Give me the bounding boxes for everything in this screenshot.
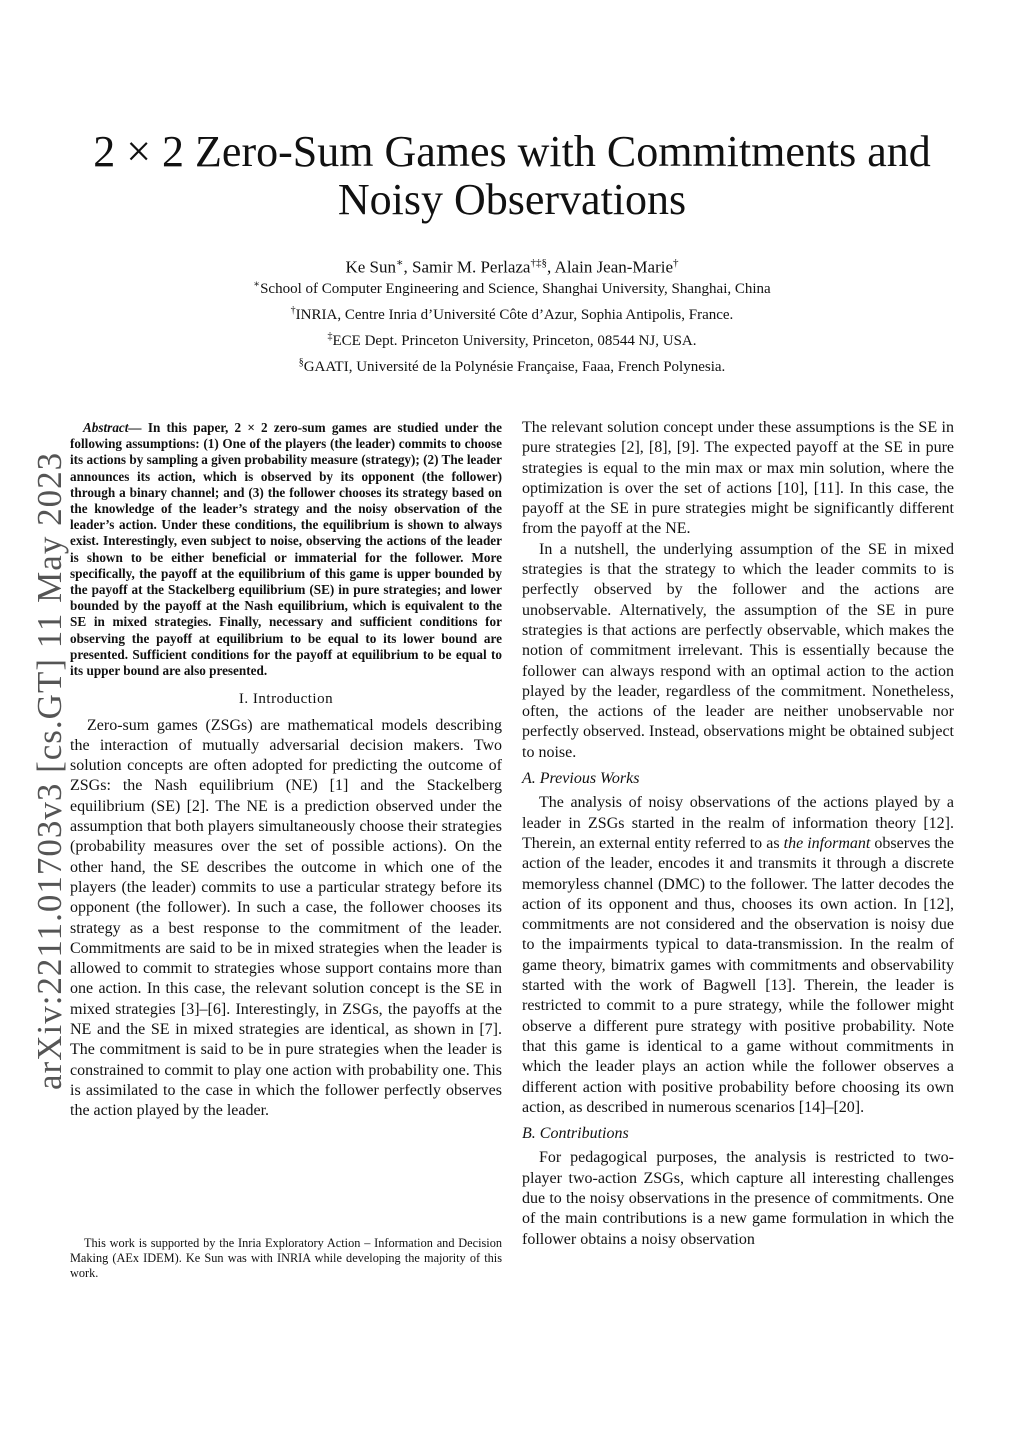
affiliation-mark: † [290,305,296,316]
author-mark: † [673,257,679,269]
affiliation-text: ECE Dept. Princeton University, Princeton, 08544 NJ, USA. [332,333,697,349]
title-line-1: 2 × 2 Zero-Sum Games with Commitments and [93,127,931,176]
affiliation-mark: § [298,357,304,368]
subsection-heading-contributions: B. Contributions [522,1125,629,1143]
affiliation-text: INRIA, Centre Inria d’Université Côte d’Azur, Sophia Antipolis, France. [295,307,734,323]
affiliation-mark: ∗ [253,279,261,290]
affiliation-text: GAATI, Université de la Polynésie Française, Faaa, French Polynesia. [303,359,726,375]
author-name: Ke Sun [345,257,396,277]
abstract [70,420,502,679]
paragraph-text: The analysis of noisy observations of the actions played by a leader in ZSGs started in the realm of information theory [12]. Therein, an external entity referred to as [522,794,954,852]
section-heading-introduction: I. Introduction [238,691,334,708]
paragraph: The relevant solution concept under these assumptions is the SE in pure strategies [2], [8], [9]. The expected payoff at the SE in pure strategies is equal to the min max or max min solution, where the optimization is over the set of actions [10], [11]. In this case, the payoff at the SE in pure strategies might be significantly different from the payoff at the NE. [522,419,954,538]
author-name: Alain Jean-Marie [554,257,674,277]
subsection-heading-previous-works: A. Previous Works [522,770,640,788]
paragraph: For pedagogical purposes, the analysis is restricted to two-player two-action ZSGs, which capture all interesting challenges due to the noisy observations in the presence of commitments. One of the main contributions is a new game formulation in which the follower obtains a noisy observation [522,1149,954,1248]
emphasis-text: the informant [783,834,871,852]
affiliation-text: School of Computer Engineering and Science, Shanghai University, Shanghai, China [260,281,771,297]
footnote: This work is supported by the Inria Exploratory Action – Information and Decision Making (AEx IDEM). Ke Sun was with INRIA while developing the majority of this work. [70,1236,502,1280]
paragraph: Zero-sum games (ZSGs) are mathematical models describing the interaction of mutually adversarial decision makers. Two solution concepts are often adopted for predicting the outcome of ZSGs: the Nash equilibrium (NE) [1] and the Stackelberg equilibrium (SE) [2]. The NE is a prediction observed under the assumption that both players simultaneously choose their strategies (probability measures over the set of possible actions). On the other hand, the SE describes the outcome in which one of the players (the leader) commits to use a particular strategy before its opponent (the follower). In such a case, the follower chooses its strategy as a best response to the commitment of the leader. Commitments are said to be in mixed strategies when the leader is allowed to commit to strategies whose support contains more than one action. In this case, the relevant solution concept is the SE in mixed strategies [3]–[6]. Interestingly, in ZSGs, the payoffs at the NE and the SE in mixed strategies are identical, as shown in [7]. The commitment is said to be in pure strategies when the leader is constrained to commit to play one action with probability one. This is assimilated to the case in which the follower perfectly observes the action played by the leader. [70,716,502,1120]
paragraph [522,793,954,1118]
affiliation [60,326,964,352]
affiliation-list [60,274,964,378]
affiliation [60,352,964,378]
affiliation [60,274,964,300]
paragraph-text: observes the action of the leader, encodes it and transmits it through a discrete memoryless channel (DMC) to the follower. The latter decodes the action of its opponent and thus, chooses its own action. In [12], commitments are not considered and the observation is noisy due to the impairments typical to data-transmission. In the realm of game theory, bimatrix games with commitments and observability started with the work of Bagwell [13]. Therein, the leader is restricted to commit to a pure strategy, while the follower might observe a different pure strategy with positive probability. Note that this game is identical to a game without commitments in which the leader plays an action while the follower observes a different action with positive probability before choosing its own action, as described in numerous scenarios [14]–[20]. [522,834,955,1116]
affiliation-mark: ‡ [327,331,333,342]
author-name: Samir M. Perlaza [411,257,531,277]
paper-title [60,128,964,224]
abstract-text: In this paper, 2 × 2 zero-sum games are studied under the following assumptions: (1) One of the players (the leader) commits to choose its actions by sampling a given probability measure (strategy); (2) The leader announces its action, which is observed by its opponent (the follower) through a binary channel; and (3) the follower chooses its strategy based on the knowledge of the leader’s strategy and the noisy observation of the leader’s action. Under these conditions, the equilibrium is shown to always exist. Interestingly, even subject to noise, observing the actions of the leader is shown to be either beneficial or immaterial for the follower. More specifically, the payoff at the equilibrium of this game is upper bounded by the payoff at the Stackelberg equilibrium (SE) in pure strategies; and lower bounded by the payoff at the Nash equilibrium, which is equivalent to the SE in mixed strategies. Finally, necessary and sufficient conditions for observing the payoff at equilibrium to be equal to its lower bound are presented. Sufficient conditions for the payoff at equilibrium to be equal to its upper bound are also presented. [70,420,502,679]
author-list: Ke Sun∗, Samir M. Perlaza†‡§, Alain Jean-Marie† [345,257,679,277]
paragraph: In a nutshell, the underlying assumption of the SE in mixed strategies is that the strategy to which the leader commits to is perfectly observed by the follower and the actions are unobservable. Alternatively, the assumption of the SE in pure strategies is that actions are perfectly observable, which makes the notion of commitment irrelevant. This is essentially because the follower can always respond with an optimal action to the action played by the leader, regardless of the commitment. Nonetheless, often, the actions of the leader are neither unobservable nor perfectly observed. Instead, observations might be obtained subject to noise. [522,540,954,761]
abstract-label: Abstract— [83,420,142,435]
affiliation [60,300,964,326]
author-mark: ∗ [396,257,404,269]
arxiv-identifier: arXiv:2211.01703v3 [cs.GT] 11 May 2023 [30,451,69,1090]
left-column [70,420,502,1121]
right-column [522,418,954,1250]
author-mark: †‡§ [530,257,547,269]
title-line-2: Noisy Observations [337,175,687,224]
